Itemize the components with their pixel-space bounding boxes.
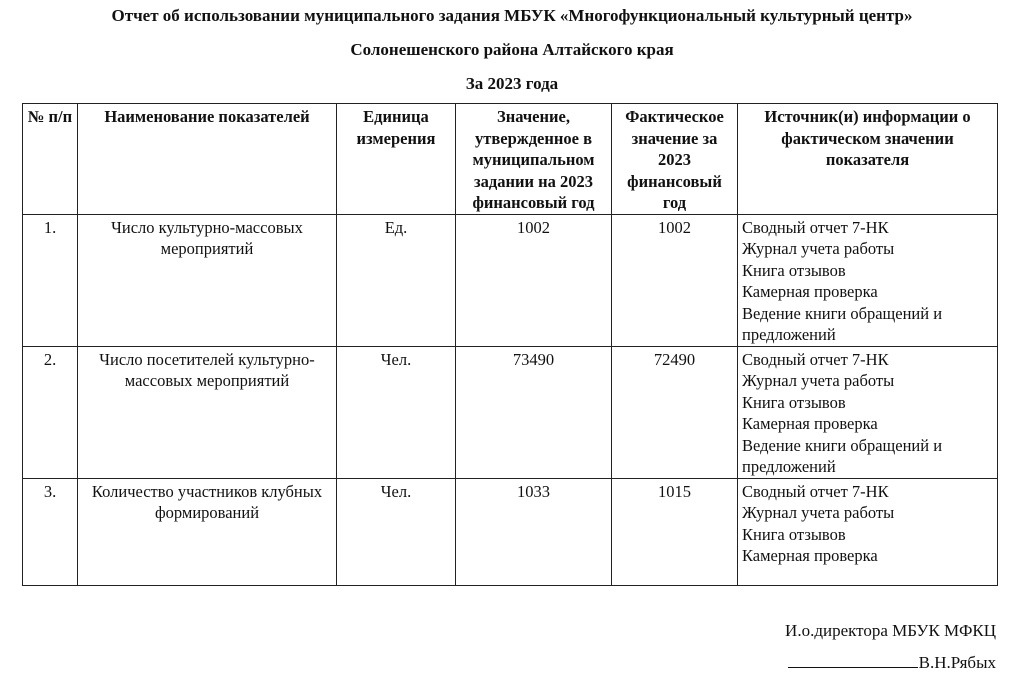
signature-line <box>788 653 918 668</box>
col-header-sources: Источник(и) информации о фактическом значении показателя <box>738 104 998 215</box>
table-row <box>23 346 998 478</box>
signatory-name: В.Н.Рябых <box>918 653 996 672</box>
col-header-num: № п/п <box>23 104 78 215</box>
source-item: Журнал учета работы <box>742 239 895 258</box>
col-header-unit: Единица измерения <box>337 104 456 215</box>
cell-planned: 73490 <box>456 346 612 478</box>
report-subtitle-district: Солонешенского района Алтайского края <box>350 40 674 59</box>
col-header-name: Наименование показателей <box>78 104 337 215</box>
source-item: Книга отзывов <box>742 392 846 412</box>
cell-num: 1. <box>23 214 78 346</box>
cell-num: 3. <box>23 478 78 585</box>
cell-sources <box>738 214 998 346</box>
cell-unit: Чел. <box>337 346 456 478</box>
table-header-row <box>23 104 998 215</box>
cell-planned: 1033 <box>456 478 612 585</box>
source-item: Сводный отчет 7-НК <box>742 481 889 501</box>
cell-actual: 72490 <box>612 346 738 478</box>
signatory-position: И.о.директора МБУК МФКЦ <box>785 621 996 640</box>
cell-unit: Ед. <box>337 214 456 346</box>
report-table <box>22 103 998 586</box>
signature-block <box>788 653 996 673</box>
cell-name: Количество участников клубных формирований <box>78 478 337 585</box>
cell-num: 2. <box>23 346 78 478</box>
source-item: Книга отзывов <box>742 524 846 544</box>
source-item: Книга отзывов <box>742 260 846 280</box>
cell-unit: Чел. <box>337 478 456 585</box>
col-header-actual: Фактическое значение за 2023 финансовый год <box>612 104 738 215</box>
report-title: Отчет об использовании муниципального задания МБУК «Многофункциональный культурный центр» <box>111 6 913 25</box>
source-item: Камерная проверка <box>742 546 878 565</box>
cell-sources <box>738 346 998 478</box>
cell-actual: 1002 <box>612 214 738 346</box>
cell-actual: 1015 <box>612 478 738 585</box>
source-item: Камерная проверка <box>742 414 878 433</box>
source-item: Журнал учета работы <box>742 503 895 522</box>
cell-name: Число культурно-массовых мероприятий <box>78 214 337 346</box>
source-item: Журнал учета работы <box>742 371 895 390</box>
cell-sources <box>738 478 998 585</box>
cell-planned: 1002 <box>456 214 612 346</box>
source-item: Ведение книги обращений и предложений <box>742 435 943 476</box>
cell-name: Число посетителей культурно-массовых мероприятий <box>78 346 337 478</box>
col-header-planned: Значение, утвержденное в муниципальном задании на 2023 финансовый год <box>456 104 612 215</box>
source-item: Камерная проверка <box>742 282 878 301</box>
table-row <box>23 478 998 585</box>
source-item: Сводный отчет 7-НК <box>742 349 889 369</box>
source-item: Сводный отчет 7-НК <box>742 217 889 237</box>
report-period: За 2023 года <box>465 74 559 93</box>
table-row <box>23 214 998 346</box>
source-item: Ведение книги обращений и предложений <box>742 303 943 344</box>
